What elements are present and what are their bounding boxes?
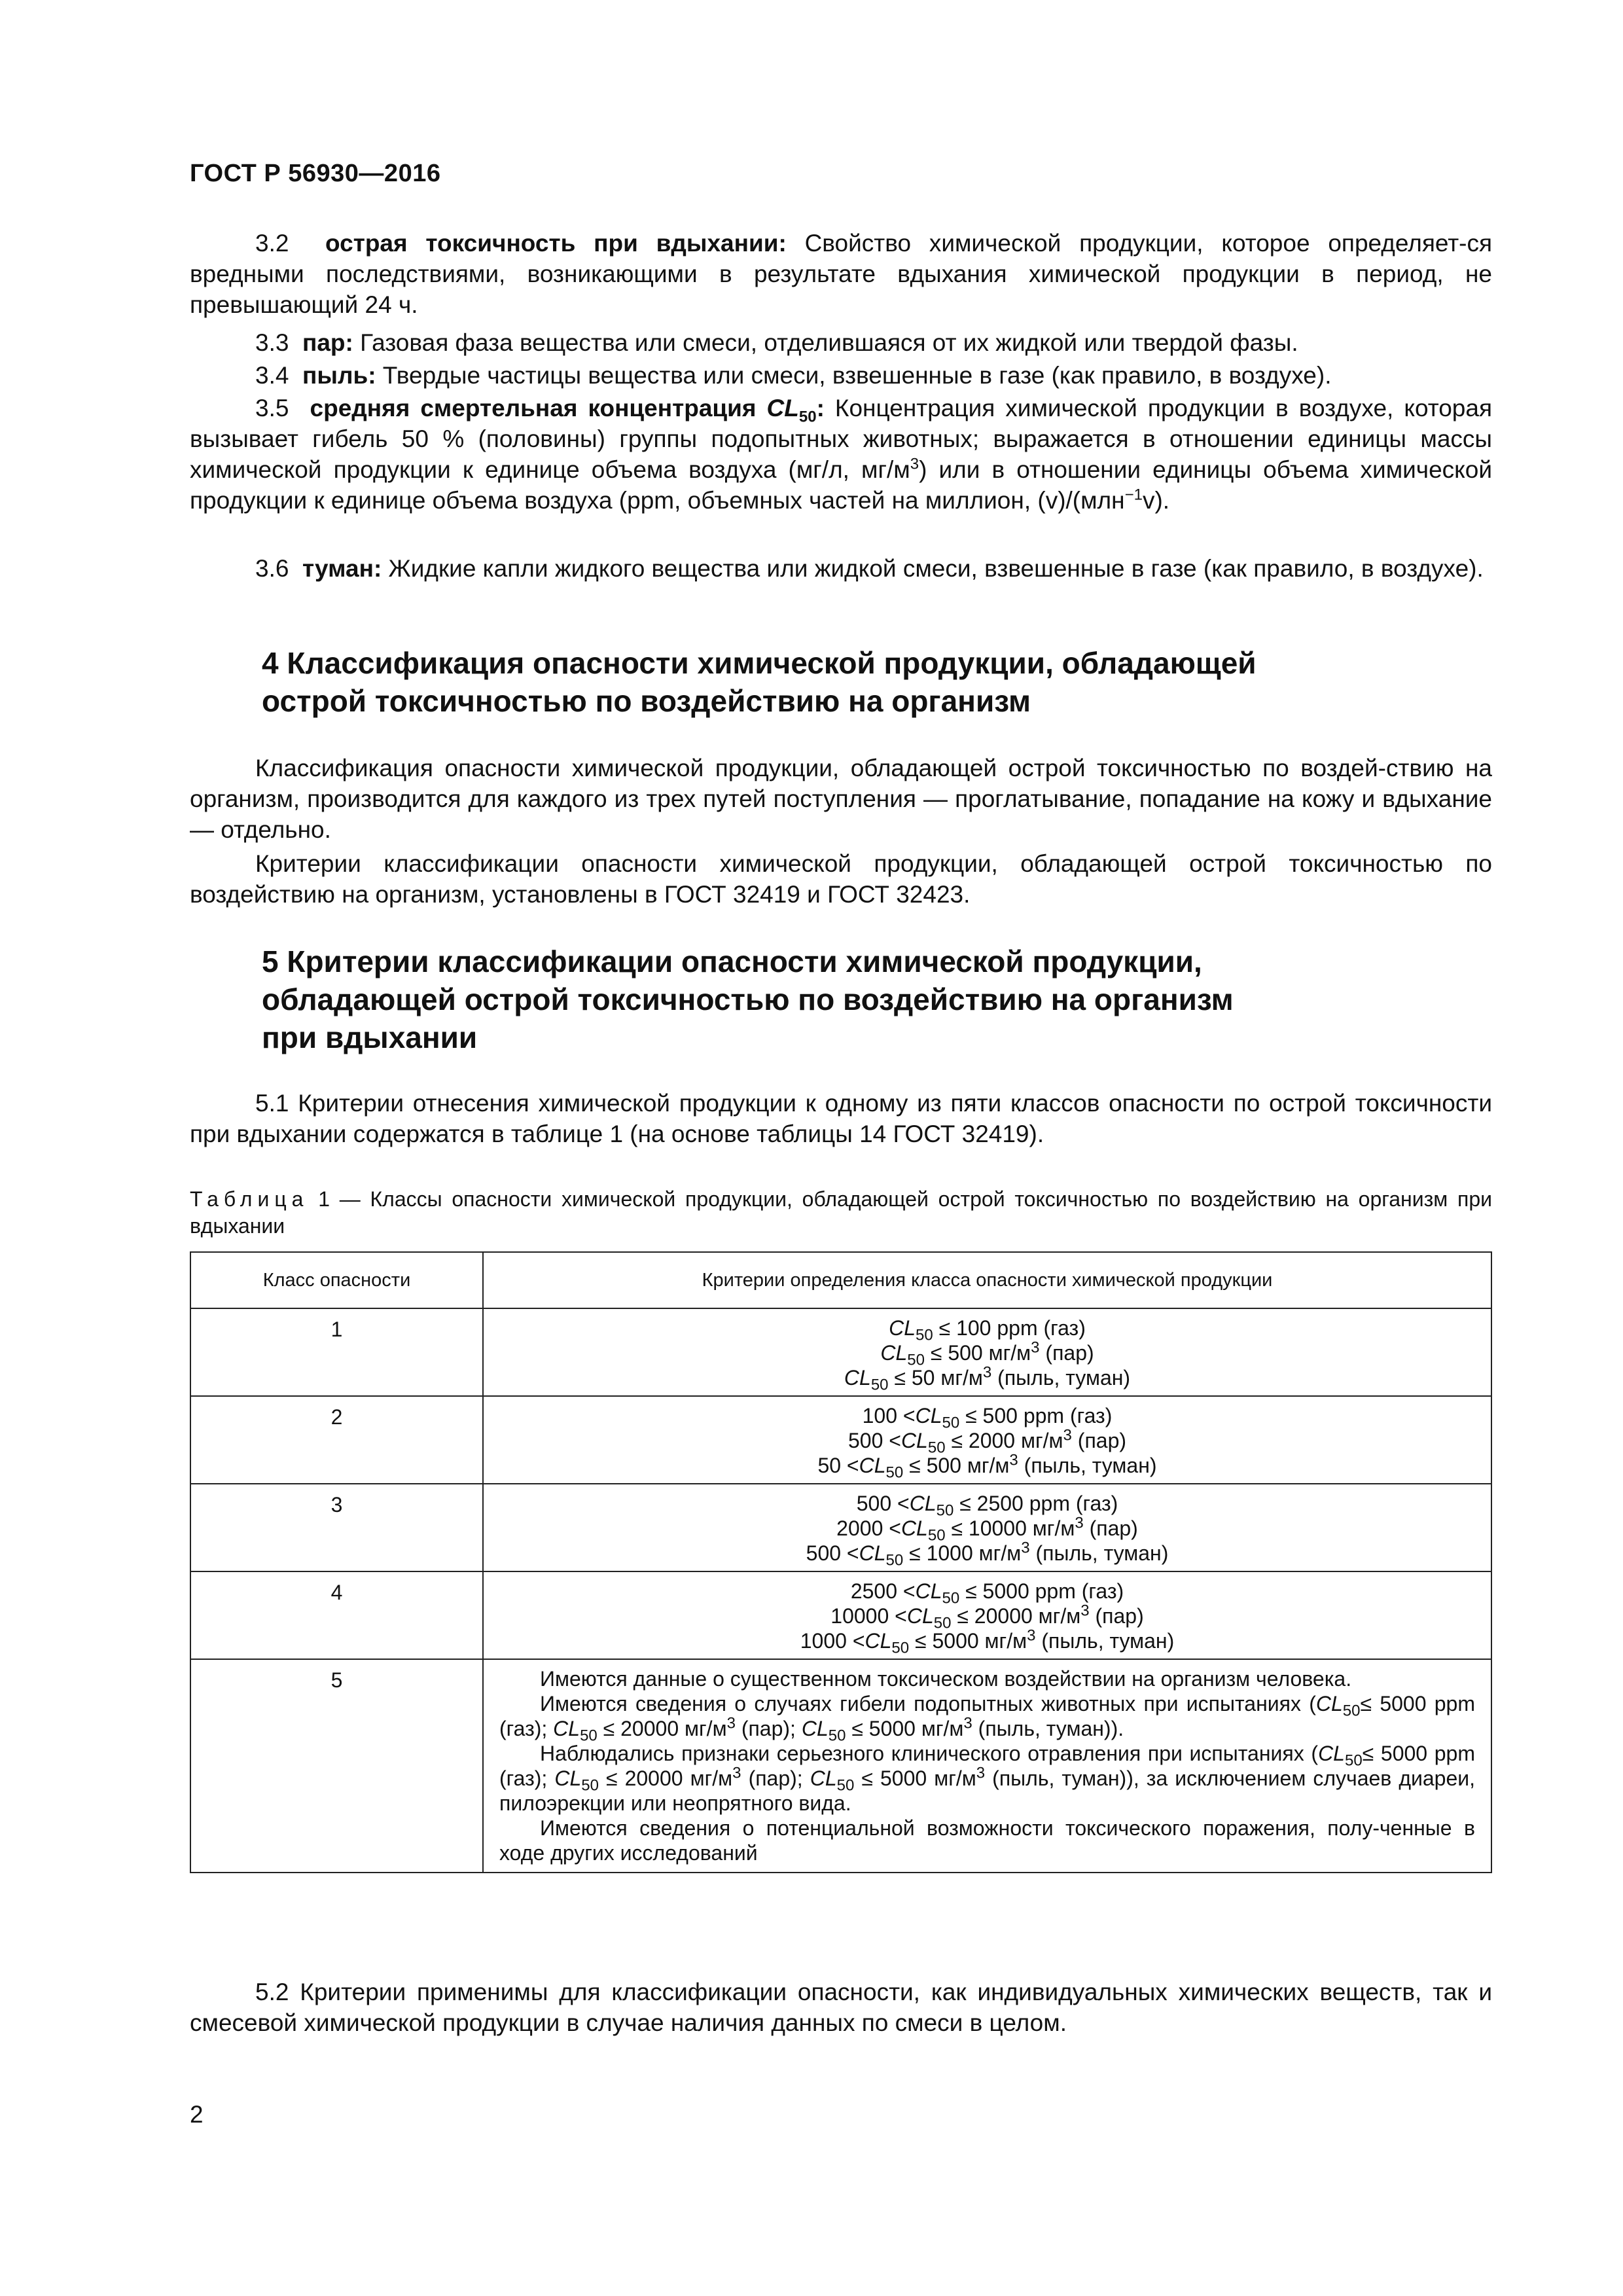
paragraph-5-2: 5.2 Критерии применимы для классификации опасности, как индивидуальных химических веществ, так и смесевой химической продукции в случае наличия данных по смеси в целом. — [190, 1979, 1492, 2036]
class-cell: 2 — [190, 1396, 483, 1484]
class-cell: 1 — [190, 1308, 483, 1396]
definition-3-5: 3.5 средняя смертельная концентрация $CL_{50}$: Концентрация химической продукции в воздухе, которая вызывает гибель 50 % (половины) группы подопытных животных; выражается в отношении единицы массы химической продукции к единице объема воздуха (мг/л, $мг/м^3$) или в отношении единицы объема химической продукции к единице объема воздуха (ppm, объемных частей на миллион, (v)/(млн$^{-1}$v). — [190, 395, 1493, 514]
table-row — [190, 1571, 1491, 1659]
definition-3-2: 3.2 острая токсичность при вдыхании: Свойство химической продукции, которое определяет-ся вредными последствиями, возникающими в результате вдыхания химической продукции в период, не превышающий 24 ч. — [190, 230, 1493, 318]
section-4-paragraph-2: Критерии классификации опасности химической продукции, обладающей острой токсичностью по воздействию на организм, установлены в ГОСТ 32419 и ГОСТ 32423. — [190, 850, 1492, 908]
criteria-cell: $500 <CL_{50} \le 2500$ ppm (газ) $2000 <CL_{50} \le 10000$ $мг/м^3$ (пар) $500 <CL_{50} \le 1000$ $мг/м^3$ (пыль, туман) — [483, 1484, 1491, 1571]
criteria-cell: $100 <CL_{50} \le 500$ ppm (газ) $500 <CL_{50} \le 2000$ $мг/м^3$ (пар) $50 <CL_{50} \le 500$ $мг/м^3$ (пыль, туман) — [483, 1396, 1491, 1484]
page-number: 2 — [190, 2101, 204, 2128]
definition-3-6: 3.6 туман: Жидкие капли жидкого вещества или жидкой смеси, взвешенные в газе (как правило, в воздухе). — [255, 555, 1484, 582]
document-header: ГОСТ Р 56930—2016 — [190, 160, 441, 187]
class-cell: 4 — [190, 1571, 483, 1659]
column-header-class: Класс опасности — [190, 1252, 483, 1308]
hazard-class-table — [190, 1251, 1492, 1873]
table-caption: Таблица 1 — Классы опасности химической продукции, обладающей острой токсичностью по воздействию на организм при вдыхании — [190, 1187, 1492, 1238]
definition-3-3: 3.3 пар: Газовая фаза вещества или смеси, отделившаяся от их жидкой или твердой фазы. — [255, 329, 1298, 356]
criteria-cell: Имеются данные о существенном токсическом воздействии на организм человека. Имеются сведения о случаях гибели подопытных животных при испытаниях ($CL_{50}\le 5000$ ppm (газ); $CL_{50} \le 20000$ $мг/м^3$ (пар); $CL_{50} \le 5000$ $мг/м^3$ (пыль, туман)). Наблюдались признаки серьезного клинического отравления при испытаниях ($CL_{50}\le 5000$ ppm (газ); $CL_{50} \le 20000$ $мг/м^3$ (пар); $CL_{50} \le 5000$ $мг/м^3$ (пыль, туман)), за исключением случаев диареи, пилоэрекции или неопрятного вида. Имеются сведения о потенциальной возможности токсического поражения, полу-ченные в ходе других исследований — [483, 1659, 1491, 1873]
table-row — [190, 1308, 1491, 1396]
column-header-criteria: Критерии определения класса опасности химической продукции — [483, 1252, 1491, 1308]
section-4-title: 4 Классификация опасности химической продукции, обладающей острой токсичностью по воздействию на организм — [262, 646, 1257, 718]
criteria-cell: $2500 <CL_{50} \le 5000$ ppm (газ) $10000 <CL_{50} \le 20000$ $мг/м^3$ (пар) $1000 <CL_{50} \le 5000$ $мг/м^3$ (пыль, туман) — [483, 1571, 1491, 1659]
criteria-cell: $CL_{50} \le 100$ ppm (газ) $CL_{50} \le 500$ $мг/м^3$ (пар) $CL_{50} \le 50$ $мг/м^3$ (пыль, туман) — [483, 1308, 1491, 1396]
table-row — [190, 1484, 1491, 1571]
table-row — [190, 1659, 1491, 1873]
table-header-row — [190, 1252, 1491, 1308]
table-row — [190, 1396, 1491, 1484]
class-cell: 3 — [190, 1484, 483, 1571]
definition-3-4: 3.4 пыль: Твердые частицы вещества или смеси, взвешенные в газе (как правило, в воздухе). — [255, 362, 1332, 389]
paragraph-5-1: 5.1 Критерии отнесения химической продукции к одному из пяти классов опасности по острой токсичности при вдыхании содержатся в таблице 1 (на основе таблицы 14 ГОСТ 32419). — [190, 1090, 1492, 1147]
section-5-title: 5 Критерии классификации опасности химической продукции, обладающей острой токсичностью по воздействию на организм при вдыхании — [262, 944, 1234, 1054]
class-cell: 5 — [190, 1659, 483, 1873]
section-4-paragraph-1: Классификация опасности химической продукции, обладающей острой токсичностью по воздей-ствию на организм, производится для каждого из трех путей поступления — проглатывание, попадание на кожу и вдыхание — отдельно. — [190, 755, 1492, 843]
